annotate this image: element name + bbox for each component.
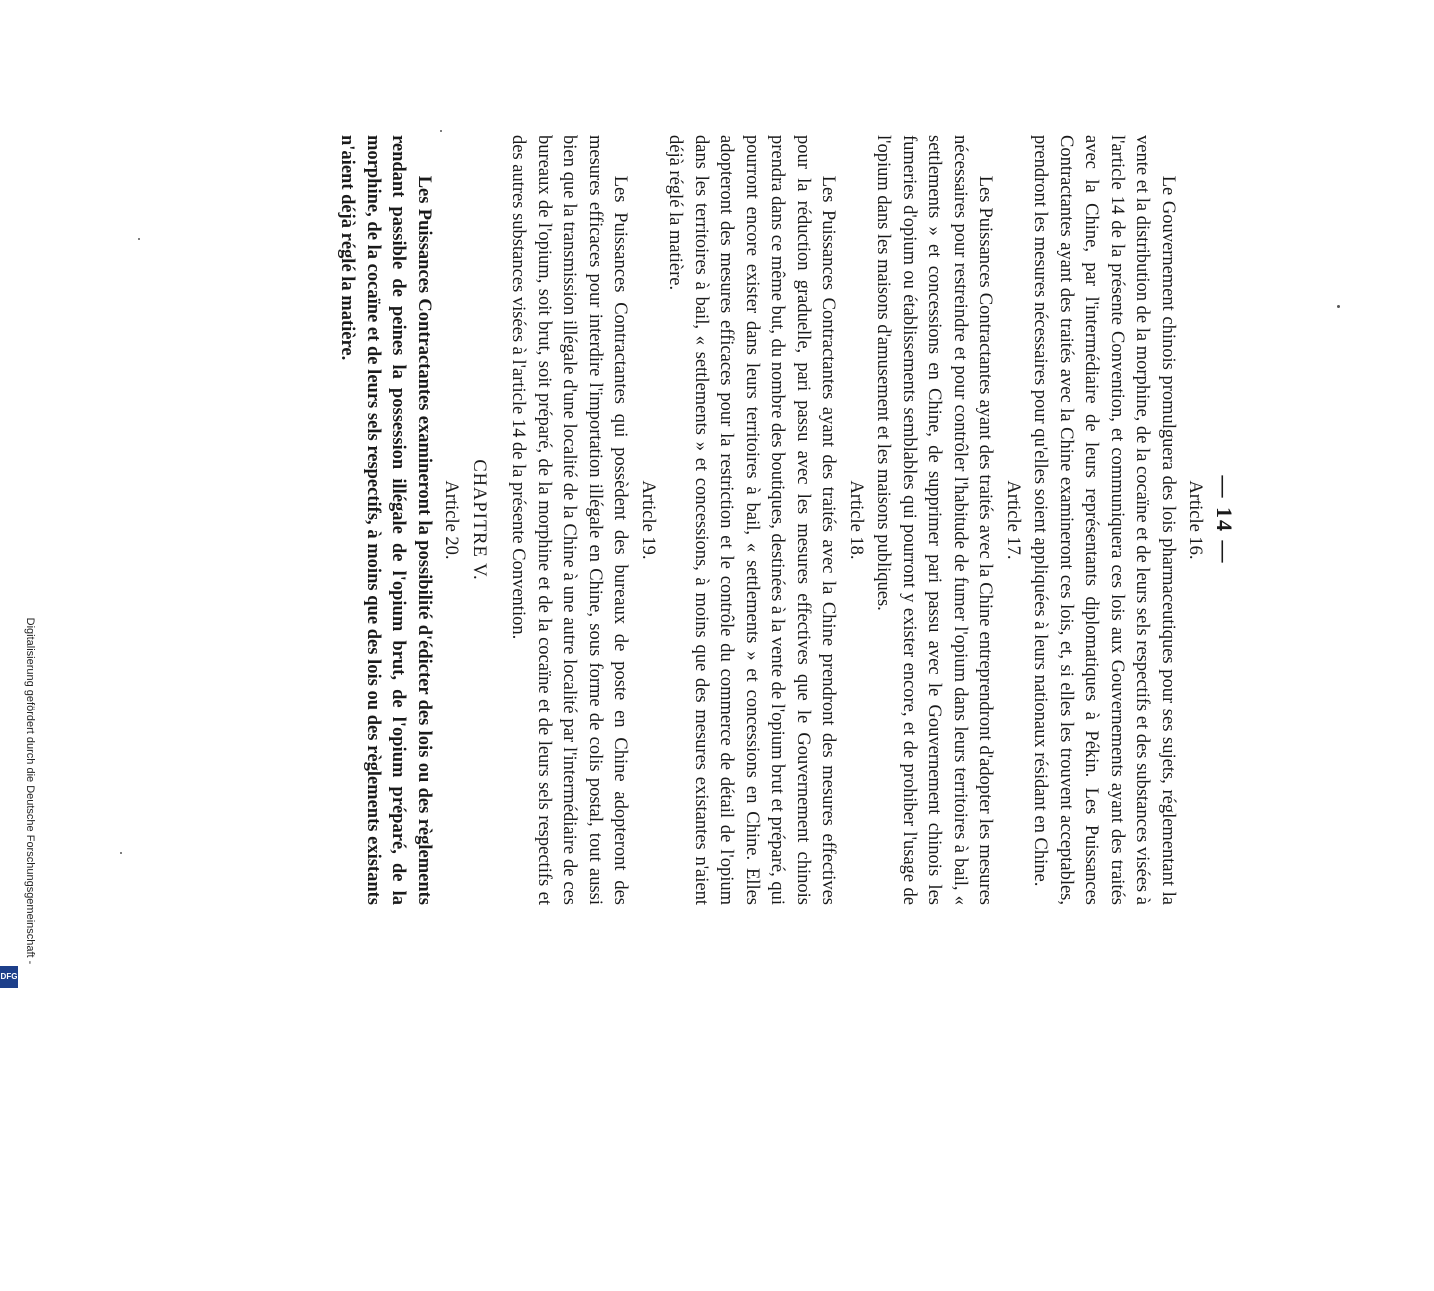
page-text-block <box>334 135 1237 905</box>
chapter-heading: CHAPITRE V. <box>469 459 489 581</box>
article-16-text: Le Gouvernement chinois promulguera des lois pharmaceutiques pour ses sujets, réglementant la vente et la distribution de la morphine, de la cocaïne et de leurs sels respectifs et des substances visées à l'article 14 de la présente Convention, et communiquera ces lois aux Gouvernements ayant des traités avec la Chine, par l'intermédiaire de leurs représentants diplomatiques à Pékin. Les Puissances Contractantes ayant des traités avec la Chine examineront ces lois, et, si elles les trouvent acceptables, prendront les mesures nécessaires pour qu'elles soient appliquées à leurs nationaux résidant en Chine. <box>1030 135 1178 905</box>
article-18-text: Les Puissances Contractantes ayant des traités avec la Chine prendront des mesures effectives pour la réduction graduelle, pari passu avec les mesures effectives que le Gouvernement chinois prendra dans ce même but, du nombre des boutiques, destinées à la vente de l'opium brut et préparé, qui pourront encore exister dans leurs territoires à bail, « settlements » et concessions en Chine. Elles adopteront des mesures efficaces pour la restriction et le contrôle du commerce de détail de l'opium dans les territoires à bail, « settlements » et concessions, à moins que des mesures existantes n'aient déjà réglé la matière. <box>665 135 839 905</box>
article-17-heading: Article 17. <box>1003 480 1023 560</box>
dfg-logo-icon: DFG <box>0 966 18 988</box>
article-18-heading: Article 18. <box>846 480 866 560</box>
scan-speck <box>440 130 442 132</box>
rotated-document-page <box>157 0 1277 985</box>
scan-speck <box>1337 305 1340 308</box>
article-20-text: Les Puissances Contractantes examineront la possibilité d'édicter des lois ou des règlements rendant passible de peines la possession illégale de l'opium brut, de l'opium préparé, de la morphine, de la cocaïne et de leurs sels respectifs, à moins que des lois ou des règlements existants n'aient déjà réglé la matière. <box>337 135 434 905</box>
digitization-credit: Digitalisierung gefördert durch die Deutsche Forschungsgemeinschaft - <box>24 617 36 965</box>
page-number: — 14 — <box>1212 475 1237 565</box>
article-20-heading: Article 20. <box>441 480 462 560</box>
article-19-text: Les Puissances Contractantes qui possèdent des bureaux de poste en Chine adopteront des mesures efficaces pour interdire l'importation illégale en Chine, sous forme de colis postal, tout aussi bien que la transmission illégale d'une localité de la Chine à une autre localité par l'intermédiaire de ces bureaux de l'opium, soit brut, soit préparé, de la morphine et de la cocaïne et de leurs sels respectifs et des autres substances visées à l'article 14 de la présente Convention. <box>508 135 631 905</box>
scan-speck <box>120 852 122 854</box>
article-19-heading: Article 19. <box>638 480 658 560</box>
article-16-heading: Article 16. <box>1185 480 1206 560</box>
article-17-text: Les Puissances Contractantes ayant des traités avec la Chine entreprendront d'adopter les mesures nécessaires pour restreindre et pour contrôler l'habitude de fumer l'opium dans leurs territoires à bail, « settlements » et concessions en Chine, de supprimer pari passu avec le Gouvernement chinois les fumeries d'opium ou établissements semblables qui pourront y exister encore, et de prohiber l'usage de l'opium dans les maisons d'amusement et les maisons publiques. <box>873 135 996 905</box>
scan-speck <box>138 238 140 240</box>
